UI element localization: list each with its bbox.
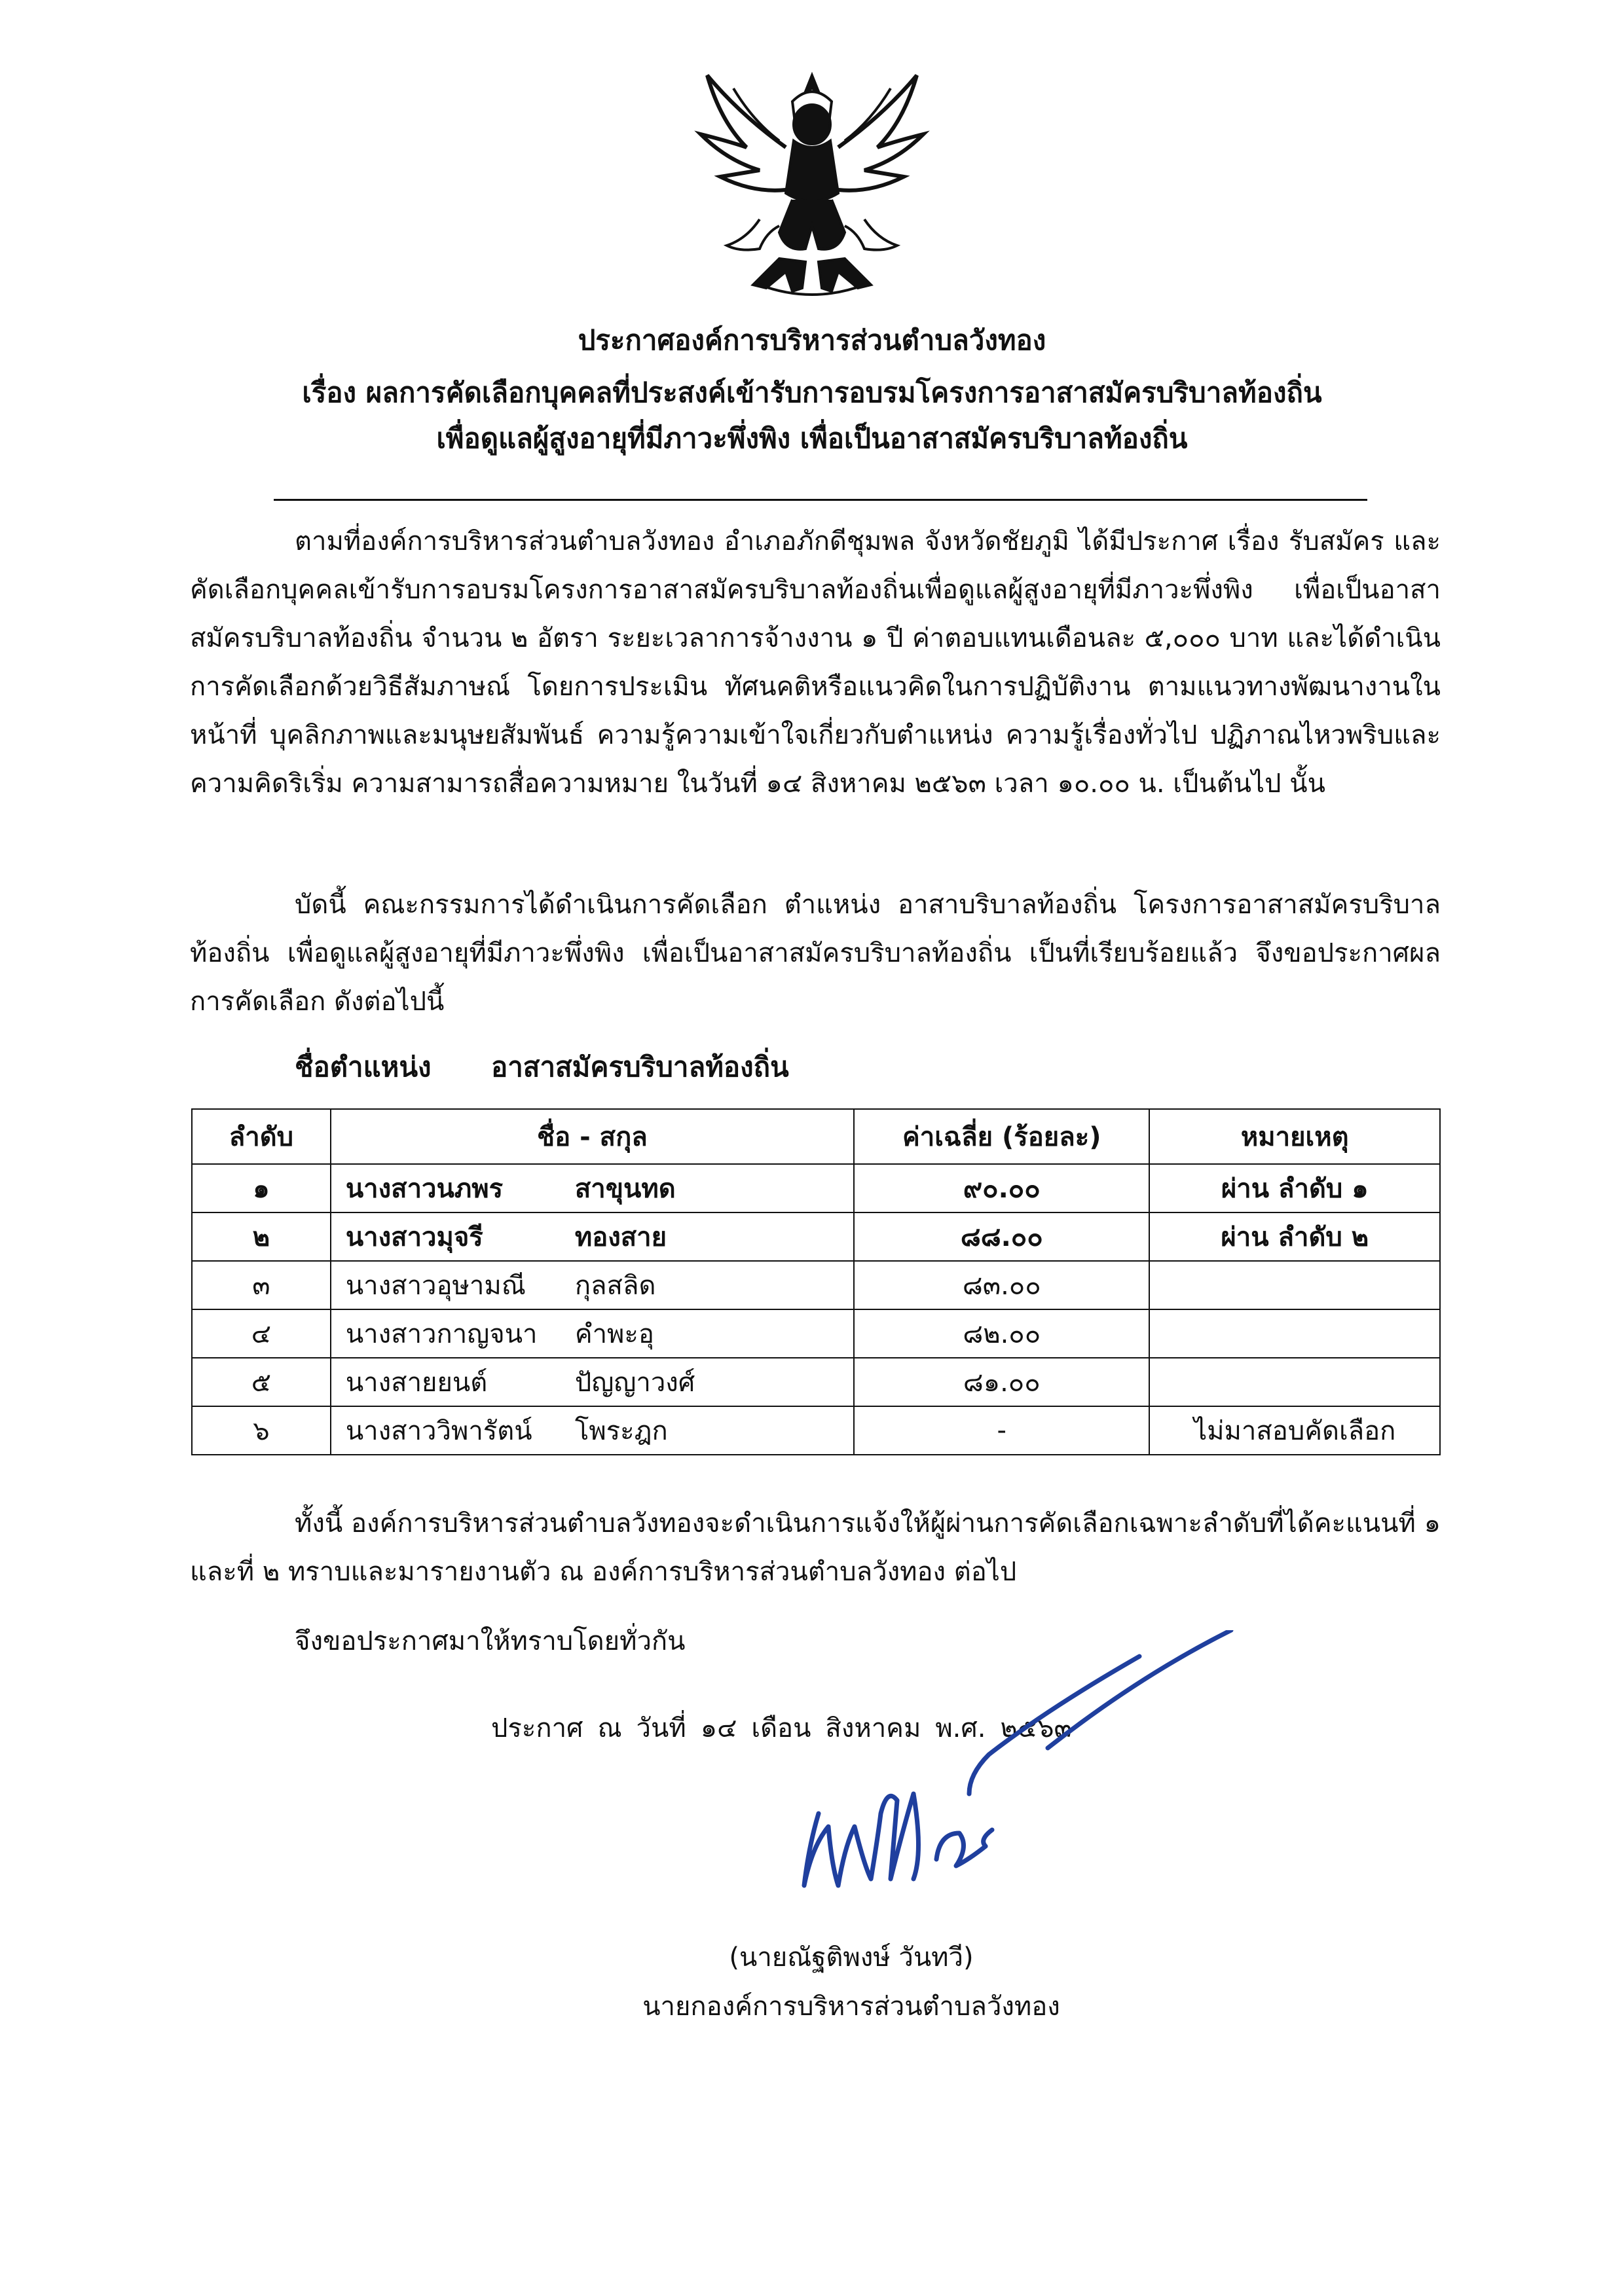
- header-average: ค่าเฉลี่ย (ร้อยละ): [854, 1109, 1149, 1164]
- paragraph-result-intro: บัดนี้ คณะกรรมการได้ดำเนินการคัดเลือก ตำแหน่ง อาสาบริบาลท้องถิ่น โครงการอาสาสมัครบริบาลท้องถิ่น เพื่อดูแลผู้สูงอายุที่มีภาวะพึ่งพิง เพื่อเป็นอาสาสมัครบริบาลท้องถิ่น เป็นที่เรียบร้อยแล้ว จึงขอประกาศผลการคัดเลือก ดังต่อไปนี้: [190, 890, 1441, 1017]
- cell-name: [331, 1309, 854, 1358]
- signer-title: นายกองค์การบริหารส่วนตำบลวังทอง: [642, 1992, 1060, 2022]
- table-row: [192, 1164, 1440, 1212]
- cell-last-name: โพระฎก: [574, 1416, 668, 1446]
- results-table: [191, 1108, 1441, 1455]
- cell-last-name: ทองสาย: [574, 1222, 667, 1252]
- position-heading: [295, 1048, 789, 1087]
- table-row: [192, 1406, 1440, 1455]
- date-year: ๒๕๖๓: [1000, 1713, 1072, 1743]
- cell-last-name: กุลสลิด: [574, 1271, 656, 1301]
- cell-first-name: นางสาวนภพร: [345, 1174, 504, 1204]
- table-row: [192, 1309, 1440, 1358]
- cell-rank: ๓: [192, 1261, 331, 1309]
- cell-average: ๙๐.๐๐: [854, 1164, 1149, 1212]
- cell-name: [331, 1406, 854, 1455]
- cell-name: [331, 1358, 854, 1406]
- paragraph-notice: ทั้งนี้ องค์การบริหารส่วนตำบลวังทองจะดำเนินการแจ้งให้ผู้ผ่านการคัดเลือกเฉพาะลำดับที่ได้คะแนนที่ ๑ และที่ ๒ ทราบและมารายงานตัว ณ องค์การบริหารส่วนตำบลวังทอง ต่อไป: [190, 1508, 1441, 1587]
- cell-average: ๘๘.๐๐: [854, 1212, 1149, 1261]
- cell-first-name: นางสาวมุจรี: [345, 1222, 483, 1252]
- signer-name: (นายณัฐติพงษ์ วันทวี): [729, 1942, 974, 1973]
- announcement-subject-cont: เพื่อดูแลผู้สูงอายุที่มีภาวะพึ่งพิง เพื่อเป็นอาสาสมัครบริบาลท้องถิ่น: [436, 422, 1188, 454]
- date-announced-label: ประกาศ: [491, 1713, 583, 1743]
- table-row: [192, 1212, 1440, 1261]
- cell-rank: ๕: [192, 1358, 331, 1406]
- cell-last-name: สาขุนทด: [574, 1174, 676, 1204]
- table-row: [192, 1261, 1440, 1309]
- date-day: ๑๔: [700, 1713, 737, 1743]
- cell-name: [331, 1212, 854, 1261]
- announcement-subject: เรื่อง ผลการคัดเลือกบุคคลที่ประสงค์เข้ารับการอบรมโครงการอาสาสมัครบริบาลท้องถิ่น: [302, 376, 1322, 409]
- cell-name: [331, 1261, 854, 1309]
- title-divider: [274, 499, 1367, 501]
- paragraph-closing: จึงขอประกาศมาให้ทราบโดยทั่วกัน: [295, 1626, 686, 1656]
- announcement-title: ประกาศองค์การบริหารส่วนตำบลวังทอง: [578, 324, 1046, 356]
- header-rank: ลำดับ: [192, 1109, 331, 1164]
- cell-average: ๘๑.๐๐: [854, 1358, 1149, 1406]
- cell-rank: ๖: [192, 1406, 331, 1455]
- position-label: ชื่อตำแหน่ง: [295, 1051, 432, 1083]
- cell-first-name: นางสาวกาญจนา: [345, 1319, 538, 1349]
- date-day-label: วันที่: [636, 1713, 686, 1743]
- cell-rank: ๑: [192, 1164, 331, 1212]
- cell-last-name: คำพะอุ: [574, 1319, 654, 1349]
- garuda-emblem-icon: [681, 62, 943, 311]
- cell-remark: [1149, 1261, 1440, 1309]
- cell-first-name: นางสาววิพารัตน์: [345, 1416, 532, 1446]
- handwritten-signature: [773, 1630, 1270, 1918]
- cell-remark: ผ่าน ลำดับ ๒: [1149, 1212, 1440, 1261]
- date-at-label: ณ: [597, 1713, 622, 1743]
- table-header-row: [192, 1109, 1440, 1164]
- cell-last-name: ปัญญาวงศ์: [574, 1368, 695, 1398]
- cell-remark: ผ่าน ลำดับ ๑: [1149, 1164, 1440, 1212]
- date-year-label: พ.ศ.: [935, 1713, 986, 1743]
- cell-average: ๘๒.๐๐: [854, 1309, 1149, 1358]
- cell-average: -: [854, 1406, 1149, 1455]
- table-row: [192, 1358, 1440, 1406]
- cell-remark: [1149, 1358, 1440, 1406]
- paragraph-background: ตามที่องค์การบริหารส่วนตำบลวังทอง อำเภอภักดีชุมพล จังหวัดชัยภูมิ ได้มีประกาศ เรื่อง รับสมัคร และคัดเลือกบุคคลเข้ารับการอบรมโครงการอาสาสมัครบริบาลท้องถิ่นเพื่อดูแลผู้สูงอายุที่มีภาวะพึ่งพิง เพื่อเป็นอาสาสมัครบริบาลท้องถิ่น จำนวน ๒ อัตรา ระยะเวลาการจ้างงาน ๑ ปี ค่าตอบแทนเดือนละ ๕,๐๐๐ บาท และได้ดำเนินการคัดเลือกด้วยวิธีสัมภาษณ์ โดยการประเมิน ทัศนคติหรือแนวคิดในการปฏิบัติงาน ตามแนวทางพัฒนางานในหน้าที่ บุคลิกภาพและมนุษยสัมพันธ์ ความรู้ความเข้าใจเกี่ยวกับตำแหน่ง ความรู้เรื่องทั่วไป ปฏิภาณไหวพริบและความคิดริเริ่ม ความสามารถสื่อความหมาย ในวันที่ ๑๔ สิงหาคม ๒๕๖๓ เวลา ๑๐.๐๐ น. เป็นต้นไป นั้น: [190, 526, 1441, 799]
- cell-rank: ๒: [192, 1212, 331, 1261]
- cell-average: ๘๓.๐๐: [854, 1261, 1149, 1309]
- cell-name: [331, 1164, 854, 1212]
- cell-rank: ๔: [192, 1309, 331, 1358]
- date-month: สิงหาคม: [825, 1713, 921, 1743]
- cell-first-name: นางสายยนต์: [345, 1368, 488, 1398]
- cell-remark: [1149, 1309, 1440, 1358]
- date-month-label: เดือน: [751, 1713, 811, 1743]
- header-remark: หมายเหตุ: [1149, 1109, 1440, 1164]
- cell-remark: ไม่มาสอบคัดเลือก: [1149, 1406, 1440, 1455]
- position-value: อาสาสมัครบริบาลท้องถิ่น: [491, 1051, 789, 1083]
- cell-first-name: นางสาวอุษามณี: [345, 1271, 526, 1301]
- header-name: ชื่อ - สกุล: [331, 1109, 854, 1164]
